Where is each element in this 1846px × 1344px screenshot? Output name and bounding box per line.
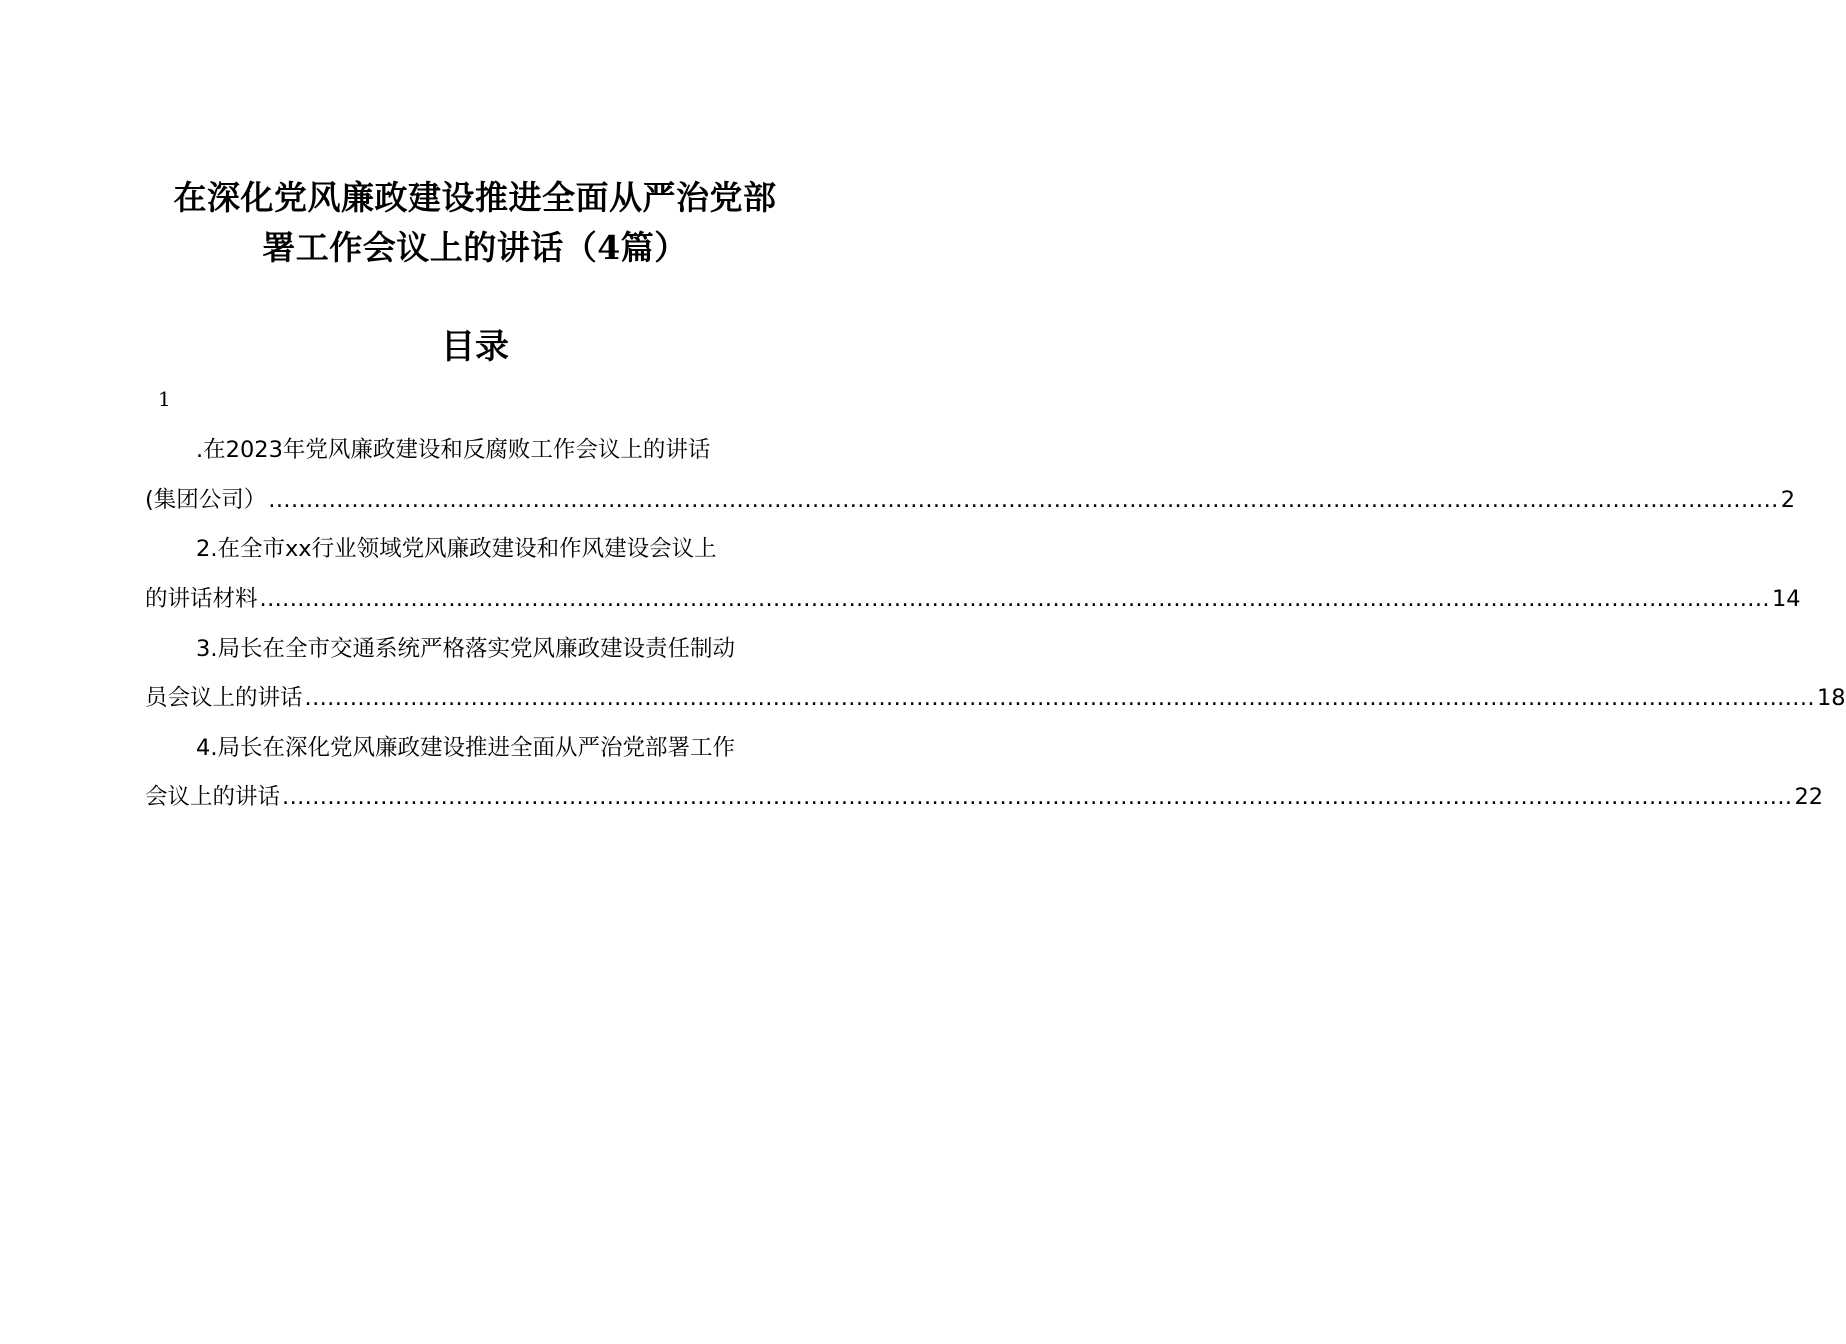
toc-entry-2-page: 14 xyxy=(1771,586,1801,612)
toc-entry-1-page: 2 xyxy=(1780,487,1796,513)
page-marker: 1 xyxy=(158,387,171,411)
toc-leader-dots: ........................................................................................................................................................................................................ xyxy=(304,685,1815,711)
toc-entry-2-title[interactable]: 2.在全市xx行业领域党风廉政建设和作风建设会议上 xyxy=(196,536,717,562)
toc-entry-4-page: 22 xyxy=(1794,784,1824,810)
toc-entry-2-title-cont: 的讲话材料 xyxy=(145,586,258,612)
toc-leader-dots: ........................................................................................................................................................................................................ xyxy=(282,784,1793,810)
toc-entry-4[interactable] xyxy=(145,780,1824,814)
toc-heading: 目录 xyxy=(441,327,509,367)
toc-leader-dots: ........................................................................................................................................................................................................ xyxy=(259,586,1770,612)
toc-entry-1-title[interactable]: .在2023年党风廉政建设和反腐败工作会议上的讲话 xyxy=(196,437,711,463)
toc-entry-1[interactable] xyxy=(145,483,1796,517)
toc-entry-4-title-cont: 会议上的讲话 xyxy=(145,784,281,810)
toc-entry-1-title-cont: (集团公司） xyxy=(145,487,267,513)
toc-entry-3-page: 18 xyxy=(1816,685,1846,711)
toc-leader-dots: ........................................................................................................................................................................................................ xyxy=(268,487,1779,513)
toc-entry-3-title-cont: 员会议上的讲话 xyxy=(145,685,303,711)
document-title-line-1: 在深化党风廉政建设推进全面从严治党部 xyxy=(173,178,777,217)
toc-entry-4-title[interactable]: 4.局长在深化党风廉政建设推进全面从严治党部署工作 xyxy=(196,735,735,761)
toc-entry-3[interactable] xyxy=(145,681,1846,715)
document-title-line-2: 署工作会议上的讲话（4篇） xyxy=(262,228,688,267)
toc-entry-3-title[interactable]: 3.局长在全市交通系统严格落实党风廉政建设责任制动 xyxy=(196,636,735,662)
toc-entry-2[interactable] xyxy=(145,582,1801,616)
